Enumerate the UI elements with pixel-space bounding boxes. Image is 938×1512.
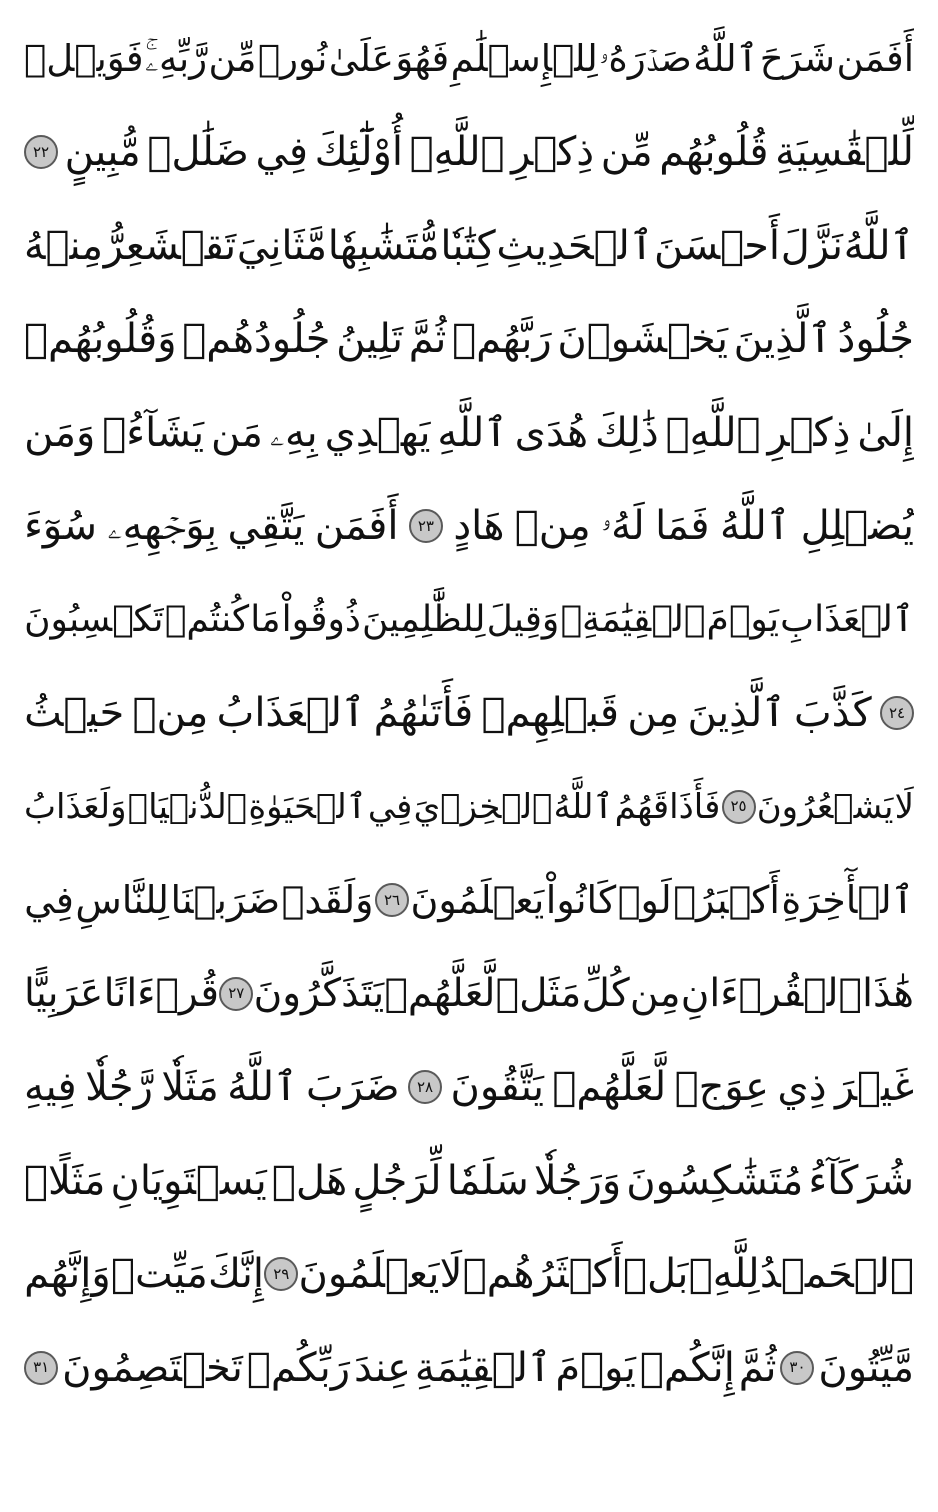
word: شُرَكَآءُ xyxy=(808,1157,914,1204)
word: بِهِۦ xyxy=(269,409,318,456)
word: رَبَّهُمۡ xyxy=(452,316,552,363)
word: رَّجُلٗا xyxy=(85,1064,153,1111)
word: فَهُوَ xyxy=(395,37,450,81)
word: وَقِيلَ xyxy=(486,598,560,640)
word: فَأَتَىٰهُمُ xyxy=(373,690,474,737)
word: وَلَقَدۡ xyxy=(281,878,374,923)
word: رَبِّكُمۡ xyxy=(246,1344,351,1391)
text-line xyxy=(24,1228,914,1322)
word: نُورٖ xyxy=(257,37,328,81)
word: مَّثَانِيَ xyxy=(236,222,328,269)
text-line xyxy=(24,760,914,854)
word: يَتَذَكَّرُونَ xyxy=(253,971,385,1017)
word: ٱلۡحَدِيثِ xyxy=(496,222,654,269)
ayah-number-marker: ٢٩ xyxy=(264,1257,298,1291)
word: لَّعَلَّهُمۡ xyxy=(384,971,496,1017)
word: لَا xyxy=(439,1251,463,1298)
text-line xyxy=(24,12,914,106)
ayah-number-marker: ٢٦ xyxy=(375,883,409,917)
word: مِن xyxy=(627,690,680,737)
ayah-number-marker: ٣١ xyxy=(24,1351,58,1385)
word: ضَرَبۡنَا xyxy=(170,878,281,923)
word: أَفَمَن xyxy=(314,503,399,550)
word: ٱللَّهِۚ xyxy=(409,129,505,176)
text-line xyxy=(24,293,914,387)
text-line xyxy=(24,1134,914,1228)
word: قَبۡلِهِمۡ xyxy=(481,690,620,737)
word: فَمَا xyxy=(655,503,710,550)
word: أُوْلَٰٓئِكَ xyxy=(314,129,403,176)
word: ٱللَّهُ xyxy=(693,37,759,81)
word: لَا xyxy=(894,786,914,827)
text-line xyxy=(24,1041,914,1135)
word: شَرَحَ xyxy=(759,37,836,81)
text-line xyxy=(24,480,914,574)
word: مِنۡهُ xyxy=(24,222,103,269)
word: لَوۡ xyxy=(617,878,672,923)
word: قُرۡءَانًا xyxy=(103,971,220,1017)
text-line xyxy=(24,1321,914,1415)
word: كُنتُمۡ xyxy=(164,598,250,640)
word: مَا xyxy=(250,598,281,640)
word: ذِكۡرِ xyxy=(511,129,595,176)
word: إِنَّكَ xyxy=(208,1251,264,1298)
ayah-number-marker: ٢٥ xyxy=(722,790,756,824)
word: يَتَّقِي xyxy=(227,503,305,550)
word: لِّرَجُلٍ xyxy=(352,1157,442,1204)
word: رَّبِّهِۦۚ xyxy=(145,37,208,81)
ayah-number-marker: ٢٧ xyxy=(219,977,253,1011)
word: وَمَن xyxy=(24,409,96,456)
word: يَسۡتَوِيَانِ xyxy=(110,1157,267,1204)
word: تَخۡتَصِمُونَ xyxy=(62,1344,243,1391)
word: مَثَلًاۚ xyxy=(24,1157,106,1204)
word: عَرَبِيًّا xyxy=(24,971,104,1017)
word: جُلُودُهُمۡ xyxy=(182,316,331,363)
word: ٱللَّهِ xyxy=(437,409,508,456)
word: لِّلۡقَٰسِيَةِ xyxy=(775,129,914,176)
word: يَشَآءُۚ xyxy=(102,409,205,456)
word: ٱلۡحَيَوٰةِ xyxy=(248,786,367,827)
text-line xyxy=(24,573,914,667)
text-line xyxy=(24,854,914,948)
word: مِنۡ xyxy=(514,503,591,550)
word: ٱلۡعَذَابُ xyxy=(216,690,366,737)
word: ٱلۡخِزۡيَ xyxy=(413,786,553,827)
word: فِي xyxy=(255,129,308,176)
word: ذُوقُواْ xyxy=(281,598,361,640)
word: حَيۡثُ xyxy=(24,690,125,737)
word: مُتَشَٰكِسُونَ xyxy=(626,1157,804,1204)
word: كَذَّبَ xyxy=(794,690,872,737)
word: نَزَّلَ xyxy=(780,222,843,269)
word: مَثَلٗا xyxy=(161,1064,219,1111)
word: ذِي xyxy=(777,1064,827,1111)
ayah-number-marker: ٣٠ xyxy=(780,1351,814,1385)
word: يَوۡمَ xyxy=(555,1344,636,1391)
word: صَدۡرَهُۥ xyxy=(599,37,692,81)
word: فِي xyxy=(24,878,74,923)
word: لَّعَلَّهُمۡ xyxy=(552,1064,667,1111)
word: فَأَذَاقَهُمُ xyxy=(614,786,721,827)
word: ثُمَّ xyxy=(408,316,447,363)
text-line xyxy=(24,199,914,293)
word: أَفَمَن xyxy=(836,37,914,81)
word: مَثَلٖ xyxy=(495,971,582,1017)
word: ٱلۡعَذَابِ xyxy=(780,598,914,640)
word: هُدَى xyxy=(514,409,589,456)
word: يَشۡعُرُونَ xyxy=(756,786,894,827)
word: مِنۡ xyxy=(132,690,209,737)
word: يَهۡدِي xyxy=(324,409,431,456)
word: ذِكۡرِ xyxy=(767,409,851,456)
word: مَيِّتٞ xyxy=(110,1251,208,1298)
word: لِلۡإِسۡلَٰمِ xyxy=(450,37,598,81)
word: مُّتَشَٰبِهٗا xyxy=(327,222,440,269)
word: ٱلَّذِينَ xyxy=(687,690,786,737)
word: ٱللَّهُ xyxy=(553,786,614,827)
word: ثُمَّ xyxy=(738,1344,777,1391)
word: مُّبِينٍ xyxy=(64,129,141,176)
word: ضَلَٰلٖ xyxy=(147,129,249,176)
word: عَلَىٰ xyxy=(328,37,394,81)
word: يَتَّقُونَ xyxy=(450,1064,544,1111)
word: مِّن xyxy=(208,37,257,81)
word: ٱلدُّنۡيَاۖ xyxy=(127,786,248,827)
word: هَادٍ xyxy=(453,503,505,550)
word: عِندَ xyxy=(354,1344,411,1391)
word: ٱلۡقُرۡءَانِ xyxy=(680,971,862,1017)
word: وَإِنَّهُم xyxy=(24,1251,111,1298)
word: مِن xyxy=(629,971,681,1017)
ayah-number-marker: ٢٢ xyxy=(24,135,58,169)
word: يَوۡمَ xyxy=(706,598,780,640)
word: ٱللَّهُ xyxy=(843,222,914,269)
word: سَلَمٗا xyxy=(446,1157,529,1204)
word: تَقۡشَعِرُّ xyxy=(103,222,237,269)
word: يُضۡلِلِ xyxy=(800,503,914,550)
word: وَقُلُوبُهُمۡ xyxy=(24,316,177,363)
word: تَلِينُ xyxy=(336,316,404,363)
word: ضَرَبَ xyxy=(305,1064,400,1111)
word: بَلۡ xyxy=(623,1251,689,1298)
ayah-number-marker: ٢٤ xyxy=(880,696,914,730)
word: تَكۡسِبُونَ xyxy=(24,598,164,640)
word: ٱللَّهِۚ xyxy=(665,409,761,456)
word: ٱللَّهُ xyxy=(227,1064,298,1111)
word: ٱلۡأٓخِرَةِ xyxy=(781,878,914,923)
word: إِنَّكُمۡ xyxy=(639,1344,735,1391)
word: ٱلۡحَمۡدُ xyxy=(759,1251,914,1298)
word: يَعۡلَمُونَ xyxy=(410,878,545,923)
text-line xyxy=(24,947,914,1041)
word: كَانُواْ xyxy=(545,878,617,923)
word: مَن xyxy=(211,409,263,456)
word: جُلُودُ xyxy=(837,316,914,363)
word: هَٰذَا xyxy=(862,971,914,1017)
text-line xyxy=(24,667,914,761)
word: ٱللَّهُ xyxy=(719,503,791,550)
word: فَوَيۡلٞ xyxy=(24,37,144,81)
word: وَرَجُلٗا xyxy=(533,1157,622,1204)
word: إِلَىٰ xyxy=(857,409,914,456)
word: قُلُوبُهُم xyxy=(659,129,769,176)
word: كُلِّ xyxy=(581,971,630,1017)
word: ٱلۡقِيَٰمَةِۚ xyxy=(560,598,706,640)
text-line xyxy=(24,386,914,480)
ayah-number-marker: ٢٣ xyxy=(409,509,443,543)
word: عِوَجٖ xyxy=(674,1064,769,1111)
word: لِلَّهِۚ xyxy=(688,1251,760,1298)
word: غَيۡرَ xyxy=(834,1064,914,1111)
word: ٱلَّذِينَ xyxy=(733,316,832,363)
word: يَعۡلَمُونَ xyxy=(298,1251,440,1298)
word: هَلۡ xyxy=(271,1157,348,1204)
word: أَحۡسَنَ xyxy=(654,222,780,269)
word: أَكۡثَرُهُمۡ xyxy=(462,1251,623,1298)
word: لِلنَّاسِ xyxy=(75,878,169,923)
word: فِي xyxy=(367,786,413,827)
word: يَخۡشَوۡنَ xyxy=(557,316,728,363)
word: لَهُۥ xyxy=(601,503,645,550)
word: لِلظَّٰلِمِينَ xyxy=(362,598,486,640)
ayah-number-marker: ٢٨ xyxy=(408,1070,442,1104)
word: مِّن xyxy=(600,129,653,176)
word: أَكۡبَرُۚ xyxy=(673,878,780,923)
word: بِوَجۡهِهِۦ xyxy=(107,503,218,550)
word: ٱلۡقِيَٰمَةِ xyxy=(414,1344,552,1391)
word: ذَٰلِكَ xyxy=(595,409,659,456)
word: كِتَٰبٗا xyxy=(440,222,496,269)
word: فِيهِ xyxy=(24,1064,77,1111)
word: مَّيِّتُونَ xyxy=(818,1344,914,1391)
word: سُوٓءَ xyxy=(24,503,98,550)
text-line xyxy=(24,106,914,200)
word: وَلَعَذَابُ xyxy=(24,786,127,827)
